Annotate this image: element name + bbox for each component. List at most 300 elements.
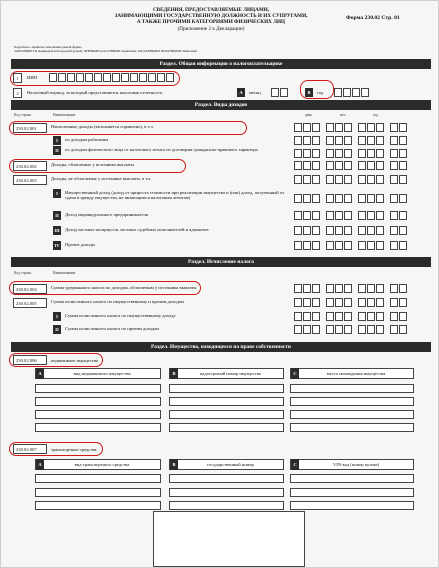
input-cell[interactable] [326, 194, 334, 203]
realty-code: 230.02.006 [13, 355, 47, 365]
iin-label: ИИН [27, 75, 37, 80]
input-cell[interactable] [358, 325, 366, 334]
realty-col-badge: A [36, 368, 44, 379]
input-cell[interactable] [312, 325, 320, 334]
vehicle-input-field[interactable] [290, 488, 414, 497]
form-subtitle: (Приложение 2 к Декларации) [177, 25, 245, 32]
input-cell[interactable] [344, 161, 352, 170]
input-cell[interactable] [303, 211, 311, 220]
vehicle-input-field[interactable] [35, 488, 161, 497]
cell-group[interactable] [358, 149, 385, 158]
realty-input-field[interactable] [35, 384, 161, 393]
vehicle-input-field[interactable] [169, 474, 284, 483]
input-cell[interactable] [326, 211, 334, 220]
realty-col-header [290, 368, 414, 379]
row-subitem-badge: I [53, 136, 61, 145]
row-code: 230.02.005 [13, 298, 47, 308]
row-label: Имущественный доход (доход от прироста стоимости при реализации имущества и (или) доход, полученный от сдачи в аренду имущества, не являющимся налоговым агентам) [65, 190, 285, 201]
input-cell[interactable] [358, 136, 366, 145]
cell-group[interactable] [358, 298, 385, 307]
cell-group[interactable] [390, 226, 408, 235]
input-cell[interactable] [326, 175, 334, 184]
input-cell[interactable] [367, 325, 375, 334]
input-cell[interactable] [303, 161, 311, 170]
row-subitem-badge: II [53, 211, 61, 220]
realty-col-badge: C [291, 368, 299, 379]
cell-group[interactable] [294, 211, 321, 220]
realty-input-field[interactable] [169, 397, 284, 406]
row-number-2: 2 [13, 88, 22, 98]
input-cell[interactable] [344, 298, 352, 307]
year-label: год [317, 90, 324, 95]
realty-input-field[interactable] [35, 423, 161, 432]
input-cell[interactable] [335, 194, 343, 203]
input-cell[interactable] [303, 298, 311, 307]
input-cell[interactable] [303, 194, 311, 203]
input-cell[interactable] [376, 284, 384, 293]
input-cell[interactable] [367, 241, 375, 250]
cell-group[interactable] [326, 298, 353, 307]
cell-group[interactable] [358, 194, 385, 203]
cell-group[interactable] [390, 298, 408, 307]
realty-input-field[interactable] [290, 410, 414, 419]
input-cell[interactable] [303, 149, 311, 158]
input-cell[interactable] [399, 298, 407, 307]
input-cell[interactable] [390, 325, 398, 334]
input-cell[interactable] [376, 211, 384, 220]
row-code: 230.02.001 [13, 123, 47, 133]
amount-cells[interactable] [294, 149, 408, 158]
vehicle-input-field[interactable] [35, 501, 161, 510]
input-cell[interactable] [376, 175, 384, 184]
cell-group[interactable] [326, 312, 353, 321]
vehicle-col-label: VIN-код (номер кузова) [332, 462, 380, 467]
input-cell[interactable] [367, 194, 375, 203]
cell-group[interactable] [326, 136, 353, 145]
input-cell[interactable] [399, 284, 407, 293]
realty-input-field[interactable] [290, 423, 414, 432]
cell-group[interactable] [294, 325, 321, 334]
input-cell[interactable] [344, 149, 352, 158]
row-label: Прочие доходы [65, 242, 95, 247]
input-cell[interactable] [358, 312, 366, 321]
input-cell[interactable] [367, 211, 375, 220]
input-cell[interactable] [335, 325, 343, 334]
cell-group[interactable] [390, 136, 408, 145]
title-line-3: А ТАКЖЕ ПРОЧИМИ КАТЕГОРИЯМИ ФИЗИЧЕСКИХ ЛИЦ [136, 19, 286, 26]
input-cell[interactable] [358, 149, 366, 158]
input-cell[interactable] [399, 194, 407, 203]
amount-cells[interactable] [294, 161, 408, 170]
input-cell[interactable] [335, 149, 343, 158]
cell-group[interactable] [326, 226, 353, 235]
title-line-2: ЗАНИМАЮЩИМИ ГОСУДАРСТВЕННУЮ ДОЛЖНОСТЬ И ИХ СУПРУГАМИ, [114, 13, 308, 20]
cell-group[interactable] [358, 241, 385, 250]
input-cell[interactable] [358, 241, 366, 250]
input-cell[interactable] [390, 312, 398, 321]
input-cell[interactable] [390, 241, 398, 250]
row-code: 230.02.003 [13, 175, 47, 185]
input-cell[interactable] [399, 161, 407, 170]
row-number-1: 1 [13, 73, 22, 83]
input-cell[interactable] [294, 194, 302, 203]
row-code: 230.02.002 [13, 161, 47, 171]
input-cell[interactable] [399, 312, 407, 321]
amount-cells[interactable] [294, 175, 408, 184]
cell-group[interactable] [390, 211, 408, 220]
income-col-day: день [305, 113, 312, 117]
section-income-header: Раздел. Виды доходов [11, 100, 431, 110]
cell-group[interactable] [358, 284, 385, 293]
input-cell[interactable] [390, 136, 398, 145]
cell-group[interactable] [358, 211, 385, 220]
input-cell[interactable] [367, 136, 375, 145]
input-cell[interactable] [326, 325, 334, 334]
row-label: по доходам физического лица от налогового агента по договорам гражданско-правового характера [65, 147, 258, 152]
vehicle-col-header [35, 459, 161, 470]
input-cell[interactable] [390, 211, 398, 220]
row-subitem-badge: III [54, 228, 60, 233]
input-cell[interactable] [399, 211, 407, 220]
section-property-header: Раздел. Имущество, находящееся на праве собственности [11, 342, 431, 352]
input-cell[interactable] [294, 123, 302, 132]
cell-group[interactable] [294, 123, 321, 132]
input-cell[interactable] [344, 226, 352, 235]
input-cell[interactable] [390, 226, 398, 235]
input-cell[interactable] [399, 136, 407, 145]
form-title [61, 7, 361, 32]
vehicle-label: транспортные средства [51, 447, 97, 452]
year-badge: B [305, 88, 313, 97]
input-cell[interactable] [399, 226, 407, 235]
input-cell[interactable] [312, 175, 320, 184]
input-cell[interactable] [358, 226, 366, 235]
input-cell[interactable] [303, 241, 311, 250]
amount-cells[interactable] [294, 284, 408, 293]
input-cell[interactable] [344, 175, 352, 184]
input-cell[interactable] [399, 149, 407, 158]
input-cell[interactable] [367, 123, 375, 132]
income-col-name: Наименование [53, 113, 76, 117]
vehicle-col-label: государственный номер [207, 462, 254, 467]
input-cell[interactable] [294, 284, 302, 293]
realty-input-field[interactable] [290, 384, 414, 393]
input-cell[interactable] [367, 175, 375, 184]
input-cell[interactable] [312, 226, 320, 235]
cell-group[interactable] [390, 241, 408, 250]
input-cell[interactable] [303, 123, 311, 132]
row-label: Доходы, облагаемые у источника выплаты [51, 162, 134, 167]
cell-group[interactable] [294, 284, 321, 293]
cell-group[interactable] [390, 325, 408, 334]
month-cells[interactable] [271, 88, 289, 97]
row-subitem-badge: I [53, 189, 61, 198]
input-cell[interactable] [358, 298, 366, 307]
input-cell[interactable] [367, 298, 375, 307]
input-cell[interactable] [344, 325, 352, 334]
input-cell[interactable] [303, 284, 311, 293]
input-cell[interactable] [390, 161, 398, 170]
cell-group[interactable] [358, 226, 385, 235]
input-cell[interactable] [335, 241, 343, 250]
realty-col-badge: B [170, 368, 178, 379]
instructions-line-2: ЗАПОЛНЯЕТСЯ шариковой или перьевой ручкой, ЧЕРНЫМИ или СИНИМИ чернилами, ЗАГЛАВНЫМИ ПЕЧАТНЫМИ символами [14, 49, 197, 53]
cell-group[interactable] [390, 149, 408, 158]
input-cell[interactable] [335, 136, 343, 145]
instructions-line-1: Подробнее о правилах заполнения данной формы [14, 45, 82, 49]
input-cell[interactable] [326, 226, 334, 235]
cell-group[interactable] [326, 149, 353, 158]
month-badge: A [237, 88, 245, 97]
input-cell[interactable] [367, 312, 375, 321]
row-label: по доходам работника [65, 137, 109, 142]
row-label: Сумма исчисленного налога по имущественному и прочим доходам [51, 299, 184, 304]
cell-group[interactable] [326, 284, 353, 293]
realty-input-field[interactable] [169, 410, 284, 419]
input-cell[interactable] [376, 161, 384, 170]
vehicle-input-field[interactable] [35, 474, 161, 483]
vehicle-code: 230.02.007 [13, 444, 47, 454]
cell-group[interactable] [294, 161, 321, 170]
input-cell[interactable] [312, 284, 320, 293]
iin-cells[interactable] [49, 73, 175, 82]
input-cell[interactable] [376, 241, 384, 250]
cell-group[interactable] [294, 149, 321, 158]
input-cell[interactable] [303, 312, 311, 321]
cell-group[interactable] [358, 136, 385, 145]
input-cell[interactable] [303, 226, 311, 235]
input-cell[interactable] [294, 325, 302, 334]
input-cell[interactable] [344, 284, 352, 293]
input-cell[interactable] [326, 312, 334, 321]
cell-group[interactable] [326, 175, 353, 184]
cell-group[interactable] [390, 161, 408, 170]
cell-group[interactable] [294, 298, 321, 307]
input-cell[interactable] [390, 194, 398, 203]
cell-group[interactable] [326, 241, 353, 250]
input-cell[interactable] [335, 298, 343, 307]
amount-cells[interactable] [294, 211, 408, 220]
input-cell[interactable] [344, 241, 352, 250]
cell-group[interactable] [326, 211, 353, 220]
highlight-income-002 [9, 159, 186, 173]
input-cell[interactable] [294, 136, 302, 145]
input-cell[interactable] [399, 175, 407, 184]
input-cell[interactable] [344, 312, 352, 321]
cell-group[interactable] [390, 123, 408, 132]
amount-cells[interactable] [294, 325, 408, 334]
input-cell[interactable] [294, 149, 302, 158]
cell-group[interactable] [358, 312, 385, 321]
input-cell[interactable] [294, 241, 302, 250]
input-cell[interactable] [335, 161, 343, 170]
vehicle-input-field[interactable] [290, 501, 414, 510]
row-code: 230.02.004 [13, 284, 47, 294]
input-cell[interactable] [303, 136, 311, 145]
input-cell[interactable] [358, 123, 366, 132]
input-cell[interactable] [326, 149, 334, 158]
year-cells[interactable] [334, 88, 370, 97]
input-cell[interactable] [303, 325, 311, 334]
input-cell[interactable] [312, 123, 320, 132]
row-subitem-badge: IV [54, 243, 60, 248]
input-cell[interactable] [390, 298, 398, 307]
input-cell[interactable] [335, 211, 343, 220]
cell-group[interactable] [326, 194, 353, 203]
input-cell[interactable] [358, 211, 366, 220]
amount-cells[interactable] [294, 194, 408, 203]
input-cell[interactable] [390, 123, 398, 132]
input-cell[interactable] [294, 312, 302, 321]
row-label: Начисленные доходы (заполняется справочно), в т.ч. [51, 124, 154, 129]
amount-cells[interactable] [294, 298, 408, 307]
cell-group[interactable] [294, 175, 321, 184]
input-cell[interactable] [358, 175, 366, 184]
input-cell[interactable] [326, 161, 334, 170]
input-cell[interactable] [335, 312, 343, 321]
row-label: Сумма исчисленного налога по имущественному доходу [65, 313, 176, 318]
input-cell[interactable] [399, 325, 407, 334]
input-cell[interactable] [367, 149, 375, 158]
bottom-box[interactable] [153, 511, 305, 567]
cell-group[interactable] [358, 161, 385, 170]
vehicle-col-badge: A [36, 459, 44, 470]
vehicle-col-badge: B [170, 459, 178, 470]
vehicle-col-header [169, 459, 284, 470]
realty-input-field[interactable] [169, 384, 284, 393]
cell-group[interactable] [390, 194, 408, 203]
input-cell[interactable] [344, 194, 352, 203]
cell-group[interactable] [326, 123, 353, 132]
input-cell[interactable] [399, 123, 407, 132]
input-cell[interactable] [326, 123, 334, 132]
input-cell[interactable] [303, 175, 311, 184]
vehicle-input-field[interactable] [169, 488, 284, 497]
realty-col-header [35, 368, 161, 379]
input-cell[interactable] [326, 298, 334, 307]
realty-input-field[interactable] [35, 410, 161, 419]
input-cell[interactable] [312, 211, 320, 220]
input-cell[interactable] [376, 298, 384, 307]
cell-group[interactable] [294, 241, 321, 250]
input-cell[interactable] [294, 211, 302, 220]
input-cell[interactable] [358, 284, 366, 293]
input-cell[interactable] [326, 241, 334, 250]
vehicle-input-field[interactable] [290, 474, 414, 483]
amount-cells[interactable] [294, 241, 408, 250]
input-cell[interactable] [294, 226, 302, 235]
cell-group[interactable] [358, 175, 385, 184]
highlight-tax-004 [9, 281, 201, 295]
input-cell[interactable] [312, 161, 320, 170]
highlight-income-001 [9, 121, 247, 135]
vehicle-col-header [290, 459, 414, 470]
amount-cells[interactable] [294, 226, 408, 235]
input-cell[interactable] [376, 194, 384, 203]
input-cell[interactable] [376, 325, 384, 334]
realty-col-header [169, 368, 284, 379]
cell-group[interactable] [294, 312, 321, 321]
amount-cells[interactable] [294, 123, 408, 132]
realty-input-field[interactable] [290, 397, 414, 406]
input-cell[interactable] [294, 161, 302, 170]
cell-group[interactable] [390, 284, 408, 293]
input-cell[interactable] [390, 284, 398, 293]
input-cell[interactable] [358, 194, 366, 203]
input-cell[interactable] [326, 284, 334, 293]
row-label: Доход индивидуального предпринимателя [65, 212, 148, 217]
input-cell[interactable] [344, 123, 352, 132]
input-cell[interactable] [358, 161, 366, 170]
realty-col-label: кадастровый номер имущества [200, 371, 261, 376]
input-cell[interactable] [399, 241, 407, 250]
realty-col-label: вид недвижимого имущества [73, 371, 131, 376]
input-cell[interactable] [344, 136, 352, 145]
realty-input-field[interactable] [169, 423, 284, 432]
period-label: Налоговый период, за который представляется налоговая отчетность: [27, 90, 164, 95]
input-cell[interactable] [312, 312, 320, 321]
input-cell[interactable] [344, 211, 352, 220]
cell-group[interactable] [390, 312, 408, 321]
form-code: Форма 230.02 Стр. 01 [346, 15, 400, 21]
input-cell[interactable] [326, 136, 334, 145]
input-cell[interactable] [335, 175, 343, 184]
input-cell[interactable] [367, 226, 375, 235]
cell-group[interactable] [294, 136, 321, 145]
input-cell[interactable] [312, 298, 320, 307]
input-cell[interactable] [367, 284, 375, 293]
cell-group[interactable] [358, 123, 385, 132]
input-cell[interactable] [376, 226, 384, 235]
row-subitem-badge: II [53, 325, 61, 334]
input-cell[interactable] [312, 241, 320, 250]
vehicle-col-badge: C [291, 459, 299, 470]
realty-input-field[interactable] [35, 397, 161, 406]
input-cell[interactable] [376, 123, 384, 132]
input-cell[interactable] [312, 194, 320, 203]
input-cell[interactable] [335, 123, 343, 132]
input-cell[interactable] [376, 312, 384, 321]
amount-cells[interactable] [294, 136, 408, 145]
input-cell[interactable] [312, 149, 320, 158]
amount-cells[interactable] [294, 312, 408, 321]
row-label: Сумма удержанного налога по доходам, облагаемым у источника выплаты [51, 285, 197, 290]
input-cell[interactable] [312, 136, 320, 145]
input-cell[interactable] [390, 149, 398, 158]
cell-group[interactable] [358, 325, 385, 334]
income-col-code: Код строки [14, 113, 32, 117]
row-subitem-badge: II [53, 146, 61, 155]
cell-group[interactable] [390, 175, 408, 184]
input-cell[interactable] [294, 298, 302, 307]
vehicle-input-field[interactable] [169, 501, 284, 510]
input-cell[interactable] [367, 161, 375, 170]
cell-group[interactable] [294, 194, 321, 203]
input-cell[interactable] [376, 149, 384, 158]
cell-group[interactable] [294, 226, 321, 235]
realty-col-label: место нахождения имущества [326, 371, 386, 376]
row-label: Доход частных нотариусов, частных судебных исполнителей и адвокатов [65, 227, 209, 232]
month-label: месяц [249, 90, 261, 95]
cell-group[interactable] [326, 161, 353, 170]
input-cell[interactable] [294, 175, 302, 184]
input-cell[interactable] [335, 226, 343, 235]
input-cell[interactable] [376, 136, 384, 145]
input-cell[interactable] [335, 284, 343, 293]
input-cell[interactable] [390, 175, 398, 184]
cell-group[interactable] [326, 325, 353, 334]
title-line-1: СВЕДЕНИЯ, ПРЕДОСТАВЛЯЕМЫЕ ЛИЦАМИ, [152, 7, 270, 13]
